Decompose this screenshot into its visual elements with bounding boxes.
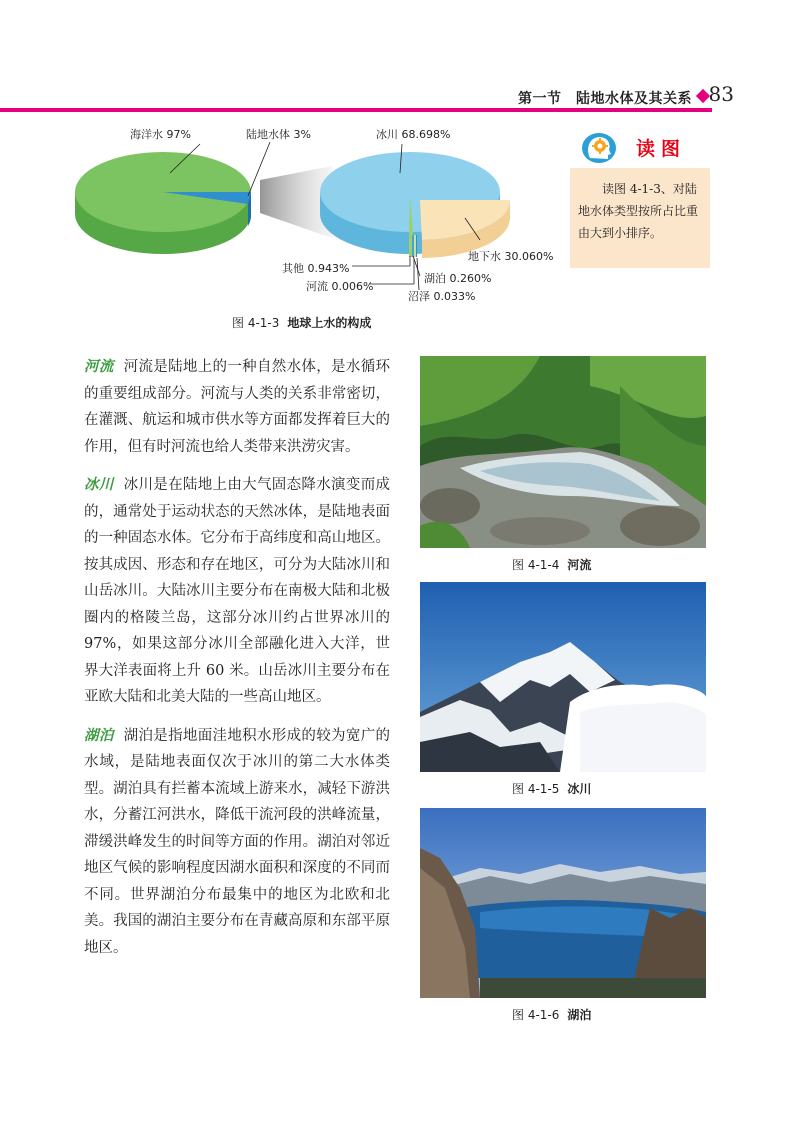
term-glacier: 冰川 xyxy=(84,477,114,493)
label-swamp: 沼泽 0.033% xyxy=(408,290,476,303)
caption-text: 地球上水的构成 xyxy=(287,316,372,330)
section-title: 第一节 陆地水体及其关系 xyxy=(518,91,692,107)
pie-ocean-land xyxy=(75,152,251,254)
figure-caption-river xyxy=(512,556,591,573)
label-groundwater: 地下水 30.060% xyxy=(468,250,554,263)
photo-lake xyxy=(420,808,706,998)
glacier-image xyxy=(420,582,706,772)
label-lake: 湖泊 0.260% xyxy=(424,272,492,285)
pie-land-breakdown xyxy=(320,152,510,258)
label-other: 其他 0.943% xyxy=(282,262,350,275)
pie-figure xyxy=(70,118,560,308)
term-river: 河流 xyxy=(84,359,114,375)
read-box-text: 读图 4-1-3、对陆地水体类型按所占比重由大到小排序。 xyxy=(570,168,710,268)
caption-number: 图 4-1-3 xyxy=(232,316,280,330)
paragraph-text: 冰川是在陆地上由大气固态降水演变而成的，通常处于运动状态的天然冰体，是陆地表面的一种固态水体。它分布于高纬度和高山地区。按其成因、形态和存在地区，可分为大陆冰川和山岳冰川。大陆冰川主要分布在南极大陆和北极圈内的格陵兰岛，这部分冰川约占世界冰川的97%，如果这部分冰川全部融化进入大洋，世界大洋表面将上升 60 米。山岳冰川主要分布在亚欧大陆和北美大陆的一些高山地区。 xyxy=(84,477,391,705)
body-text xyxy=(84,354,390,973)
label-glacier: 冰川 68.698% xyxy=(376,128,451,141)
label-ocean: 海洋水 97% xyxy=(130,128,191,141)
paragraph-lake xyxy=(84,723,390,962)
photo-glacier xyxy=(420,582,706,772)
pie-slice-lake xyxy=(412,235,414,257)
river-image xyxy=(420,356,706,548)
read-map-box xyxy=(570,128,710,268)
paragraph-glacier xyxy=(84,472,390,711)
read-box-header xyxy=(570,128,710,166)
page-number: 83 xyxy=(708,82,734,106)
label-land: 陆地水体 3% xyxy=(246,128,311,141)
caption-number: 图 4-1-4 xyxy=(512,558,560,572)
lake-image xyxy=(420,808,706,998)
term-lake: 湖泊 xyxy=(84,727,114,744)
pie-slice-swamp xyxy=(414,235,416,257)
figure-caption-pie xyxy=(232,314,371,331)
label-river: 河流 0.006% xyxy=(306,280,374,293)
caption-text: 河流 xyxy=(567,558,592,572)
paragraph-text: 河流是陆地上的一种自然水体，是水循环的重要组成部分。河流与人类的关系非常密切，在灌溉、航运和城市供水等方面都发挥着巨大的作用，但有时河流也给人类带来洪涝灾害。 xyxy=(84,359,391,455)
paragraph-text: 湖泊是指地面洼地积水形成的较为宽广的水域，是陆地表面仅次于冰川的第二大水体类型。湖泊具有拦蓄本流域上游来水，减轻下游洪水，分蓄江河洪水，降低干流河段的洪峰流量，滞缓洪峰发生的时间等方面的作用。湖泊对邻近地区气候的影响程度因湖水面积和深度的不同而不同。世界湖泊分布最集中的地区为北欧和北美。我国的湖泊主要分布在青藏高原和东部平原地区。 xyxy=(84,727,391,956)
caption-text: 冰川 xyxy=(567,782,592,796)
pie-slice-river xyxy=(416,235,417,257)
head-gear-icon xyxy=(580,130,618,164)
figure-caption-glacier xyxy=(512,780,591,797)
header-rule xyxy=(0,108,712,112)
photo-river xyxy=(420,356,706,548)
figure-caption-lake xyxy=(512,1006,591,1023)
caption-number: 图 4-1-5 xyxy=(512,782,560,796)
paragraph-river xyxy=(84,354,390,460)
page-header xyxy=(0,0,800,120)
caption-number: 图 4-1-6 xyxy=(512,1008,560,1022)
read-box-title: 读图 xyxy=(636,138,687,160)
caption-text: 湖泊 xyxy=(567,1008,592,1022)
pie-other-side xyxy=(409,235,412,257)
